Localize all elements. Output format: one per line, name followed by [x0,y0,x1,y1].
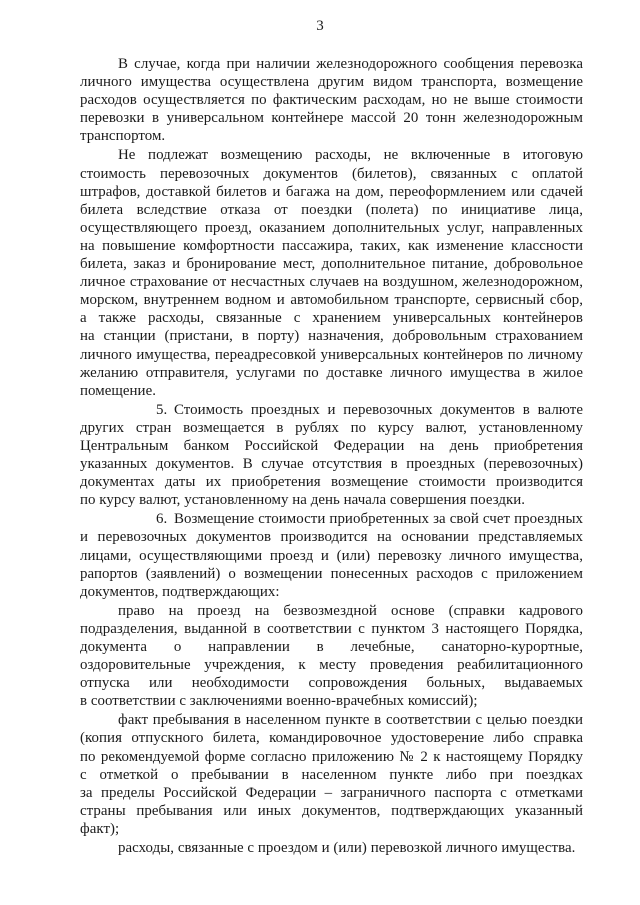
text-line: за пределы Российской Федерации – заграничного паспорта с отметками [80,784,583,801]
text-line: документах даты их приобретения возмещение стоимости производится [80,474,583,491]
text-line: документов, подтверждающих: [80,583,280,600]
text-line: других стран возмещается в рублях по курсу валют, установленному [80,419,583,436]
text-line: факт пребывания в населенном пункте в соответствии с целью поездки [118,712,583,729]
text-line: документа о направлении в лечебные, санаторно-курортные, [80,639,583,655]
text-line: личного имущества, переадресовкой универсальных контейнеров по личному [80,346,583,363]
text-line: расходы, связанные с проездом и (или) перевозкой личного имущества. [118,840,576,857]
text-line: по рекомендуемой форме согласно приложению № 2 к настоящему Порядку [80,748,583,765]
text-line: штрафов, доставкой билетов и багажа на дом, переоформлением или сдачей [80,183,583,200]
paragraph-6-reimbursement-basis [80,510,583,600]
text-line: осуществляющего проезд, оказанием дополнительных услуг, направленных [80,219,583,236]
text-line: на станции (пристани, в порту) назначения, добровольным страхованием [80,328,583,345]
item-number: 6. [156,511,168,528]
text-line: и перевозочных документов производится на основании представляемых [80,529,583,546]
text-line: право на проезд на безвозмездной основе (справки кадрового [118,602,583,619]
text-line: Не подлежат возмещению расходы, не включенные в итоговую [118,147,583,164]
paragraph-rail-alternative-transport [80,55,583,145]
paragraph-right-to-free-travel [80,602,583,711]
text-line: указанных документов. В случае отсутствия в проездных (перевозочных) [80,456,583,473]
text-line: в соответствии с заключениями военно-врачебных комиссий); [80,693,478,710]
text-line [80,510,583,528]
paragraph-5-foreign-currency [80,401,583,510]
paragraph-travel-expenses [80,839,583,857]
text-line: оздоровительные учреждения, к месту проведения реабилитационного [80,657,583,674]
text-line: морском, внутреннем водном и автомобильном транспорте, сервисный сбор, [80,292,583,309]
paragraph-fact-of-stay [80,711,583,838]
text-line: транспортом. [80,128,166,145]
item-text: Стоимость проездных и перевозочных документов в валюте [174,401,583,418]
document-body [80,55,583,857]
page-number: 3 [316,18,324,34]
text-line: расходов осуществляется по фактическим расходам, но не выше стоимости [80,92,583,109]
text-line: стоимость перевозочных документов (билетов), связанных с оплатой [80,165,583,182]
text-line: перевозки в универсальном контейнере массой 20 тонн железнодорожным [80,110,583,127]
item-number: 5. [156,401,168,418]
text-line: рапортов (заявлений) о возмещении понесенных расходов с приложением [80,565,583,582]
text-line: В случае, когда при наличии железнодорожного сообщения перевозка [118,56,583,72]
text-line: по курсу валют, установленному на день начала совершения поездки. [80,492,526,509]
text-line: помещение. [80,382,157,399]
text-line: лицами, осуществляющими проезд и (или) перевозку личного имущества, [80,547,583,564]
text-line: билета, заказ и бронирование мест, дополнительное питание, добровольное [80,256,583,273]
text-line: а также расходы, связанные с хранением универсальных контейнеров [80,310,583,327]
text-line: желанию отправителя, услугами по доставке личного имущества в жилое [80,364,583,381]
text-line: (копия отпускного билета, командировочное удостоверение либо справка [80,730,583,747]
text-line: с отметкой о пребывании в населенном пункте либо при поездках [80,766,583,783]
text-line: личного имущества осуществлена другим видом транспорта, возмещение [80,74,583,91]
text-line: отпуска или необходимости сопровождения больных, выдаваемых [80,675,583,692]
item-text: Возмещение стоимости приобретенных за свой счет проездных [174,511,583,528]
text-line: билета вследствие отказа от поездки (полета) по инициативе лица, [80,201,583,218]
text-line: страны пребывания или иных документов, подтверждающих указанный [80,802,583,819]
text-line: Центральным банком Российской Федерации на день приобретения [80,437,583,454]
text-line: личное страхование от несчастных случаев на воздушном, железнодорожном, [80,274,583,291]
text-line: на повышение комфортности пассажира, таких, как изменение классности [80,237,583,254]
text-line: факт); [80,820,120,837]
text-line: подразделения, выданной в соответствии с пунктом 3 настоящего Порядка, [80,620,583,637]
text-line [80,401,583,419]
paragraph-non-reimbursable-expenses [80,146,583,399]
